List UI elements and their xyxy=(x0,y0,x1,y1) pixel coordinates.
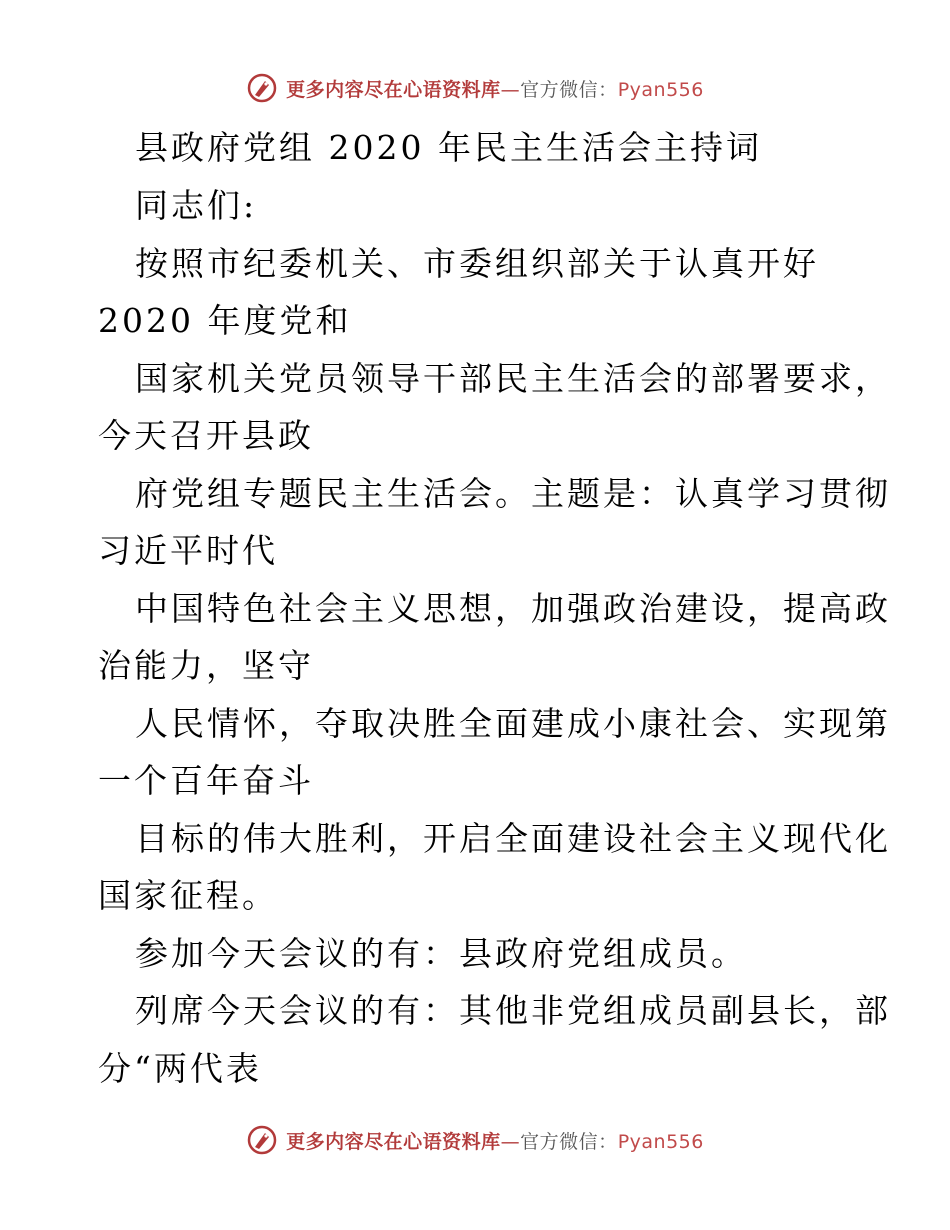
watermark-label: 官方微信： xyxy=(520,1130,618,1153)
watermark-text xyxy=(286,1127,704,1154)
watermark-text xyxy=(286,75,704,102)
header-watermark xyxy=(0,68,950,108)
watermark-dash: — xyxy=(500,1130,521,1153)
paragraph-line: 国家机关党员领导干部民主生活会的部署要求， xyxy=(135,359,891,398)
paragraph-line: 列席今天会议的有：其他非党组成员副县长，部 xyxy=(135,991,891,1030)
paragraph-line: 按照市纪委机关、市委组织部关于认真开好 xyxy=(135,244,819,283)
greeting: 同志们: xyxy=(135,186,258,225)
paragraph-line: 人民情怀，夺取决胜全面建成小康社会、实现第 xyxy=(135,704,891,743)
paragraph-line: 分“两代表 xyxy=(98,1049,262,1088)
paragraph-line: 中国特色社会主义思想，加强政治建设，提高政 xyxy=(135,589,891,628)
pen-nib-logo-icon xyxy=(246,72,278,104)
watermark-main: 更多内容尽在心语资料库 xyxy=(286,78,501,101)
watermark-wechat-id: Pyan556 xyxy=(617,78,704,101)
watermark-label: 官方微信： xyxy=(520,78,618,101)
paragraph-line: 一个百年奋斗 xyxy=(98,761,314,800)
footer-watermark xyxy=(0,1120,950,1160)
paragraph-line: 习近平时代 xyxy=(98,531,278,570)
watermark-wechat-id: Pyan556 xyxy=(617,1130,704,1153)
paragraph-line: 今天召开县政 xyxy=(98,416,314,455)
paragraph-line: 国家征程。 xyxy=(98,876,278,915)
paragraph-line: 治能力，坚守 xyxy=(98,646,314,685)
paragraph-line: 2020 年度党和 xyxy=(98,301,352,340)
pen-nib-logo-icon xyxy=(246,1124,278,1156)
paragraph-line: 府党组专题民主生活会。主题是：认真学习贯彻 xyxy=(135,474,891,513)
document-title: 县政府党组 2020 年民主生活会主持词 xyxy=(135,128,762,167)
paragraph-line: 参加今天会议的有：县政府党组成员。 xyxy=(135,934,747,973)
watermark-dash: — xyxy=(500,78,521,101)
paragraph-line: 目标的伟大胜利，开启全面建设社会主义现代化 xyxy=(135,819,891,858)
watermark-main: 更多内容尽在心语资料库 xyxy=(286,1130,501,1153)
